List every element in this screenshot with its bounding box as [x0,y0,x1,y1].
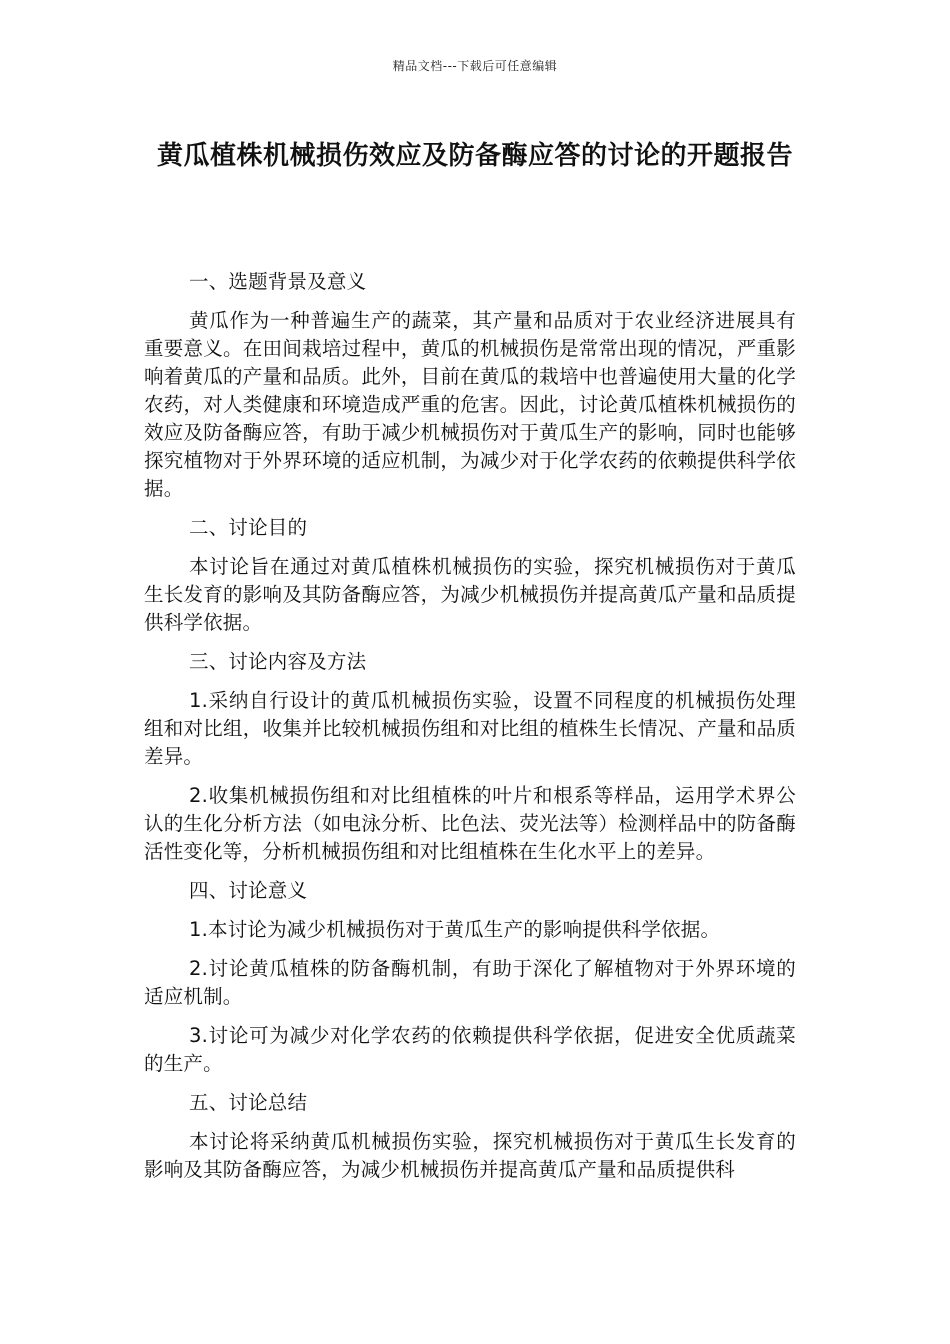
paragraph: 本讨论将采纳黄瓜机械损伤实验，探究机械损伤对于黄瓜生长发育的影响及其防备酶应答，为减少机械损伤并提高黄瓜产量和品质提供科 [144,1130,796,1181]
document-body [144,268,796,1195]
paragraph: 黄瓜作为一种普遍生产的蔬菜，其产量和品质对于农业经济进展具有重要意义。在田间栽培过程中，黄瓜的机械损伤是常常出现的情况，严重影响着黄瓜的产量和品质。此外，目前在黄瓜的栽培中也普遍使用大量的化学农药，对人类健康和环境造成严重的危害。因此，讨论黄瓜植株机械损伤的效应及防备酶应答，有助于减少机械损伤对于黄瓜生产的影响，同时也能够探究植物对于外界环境的适应机制，为减少对于化学农药的依赖提供科学依据。 [144,309,796,500]
paragraph: 2.收集机械损伤组和对比组植株的叶片和根系等样品，运用学术界公认的生化分析方法（如电泳分析、比色法、荧光法等）检测样品中的防备酶活性变化等，分析机械损伤组和对比组植株在生化水平上的差异。 [144,784,796,863]
document-title: 黄瓜植株机械损伤效应及防备酶应答的讨论的开题报告 [156,141,793,171]
paragraph: 2.讨论黄瓜植株的防备酶机制，有助于深化了解植物对于外界环境的适应机制。 [144,957,796,1008]
paragraph: 1.本讨论为减少机械损伤对于黄瓜生产的影响提供科学依据。 [189,918,721,941]
paragraph: 本讨论旨在通过对黄瓜植株机械损伤的实验，探究机械损伤对于黄瓜生长发育的影响及其防备酶应答，为减少机械损伤并提高黄瓜产量和品质提供科学依据。 [144,555,796,634]
section-heading: 一、选题背景及意义 [189,270,367,293]
section-heading: 二、讨论目的 [189,516,308,539]
section-heading: 五、讨论总结 [189,1091,308,1114]
section-heading: 三、讨论内容及方法 [189,650,367,673]
paragraph: 1.采纳自行设计的黄瓜机械损伤实验，设置不同程度的机械损伤处理组和对比组，收集并比较机械损伤组和对比组的植株生长情况、产量和品质差异。 [144,689,796,768]
header-note: 精品文档---下载后可任意编辑 [392,59,558,73]
section-heading: 四、讨论意义 [189,879,308,902]
paragraph: 3.讨论可为减少对化学农药的依赖提供科学依据，促进安全优质蔬菜的生产。 [144,1024,796,1075]
